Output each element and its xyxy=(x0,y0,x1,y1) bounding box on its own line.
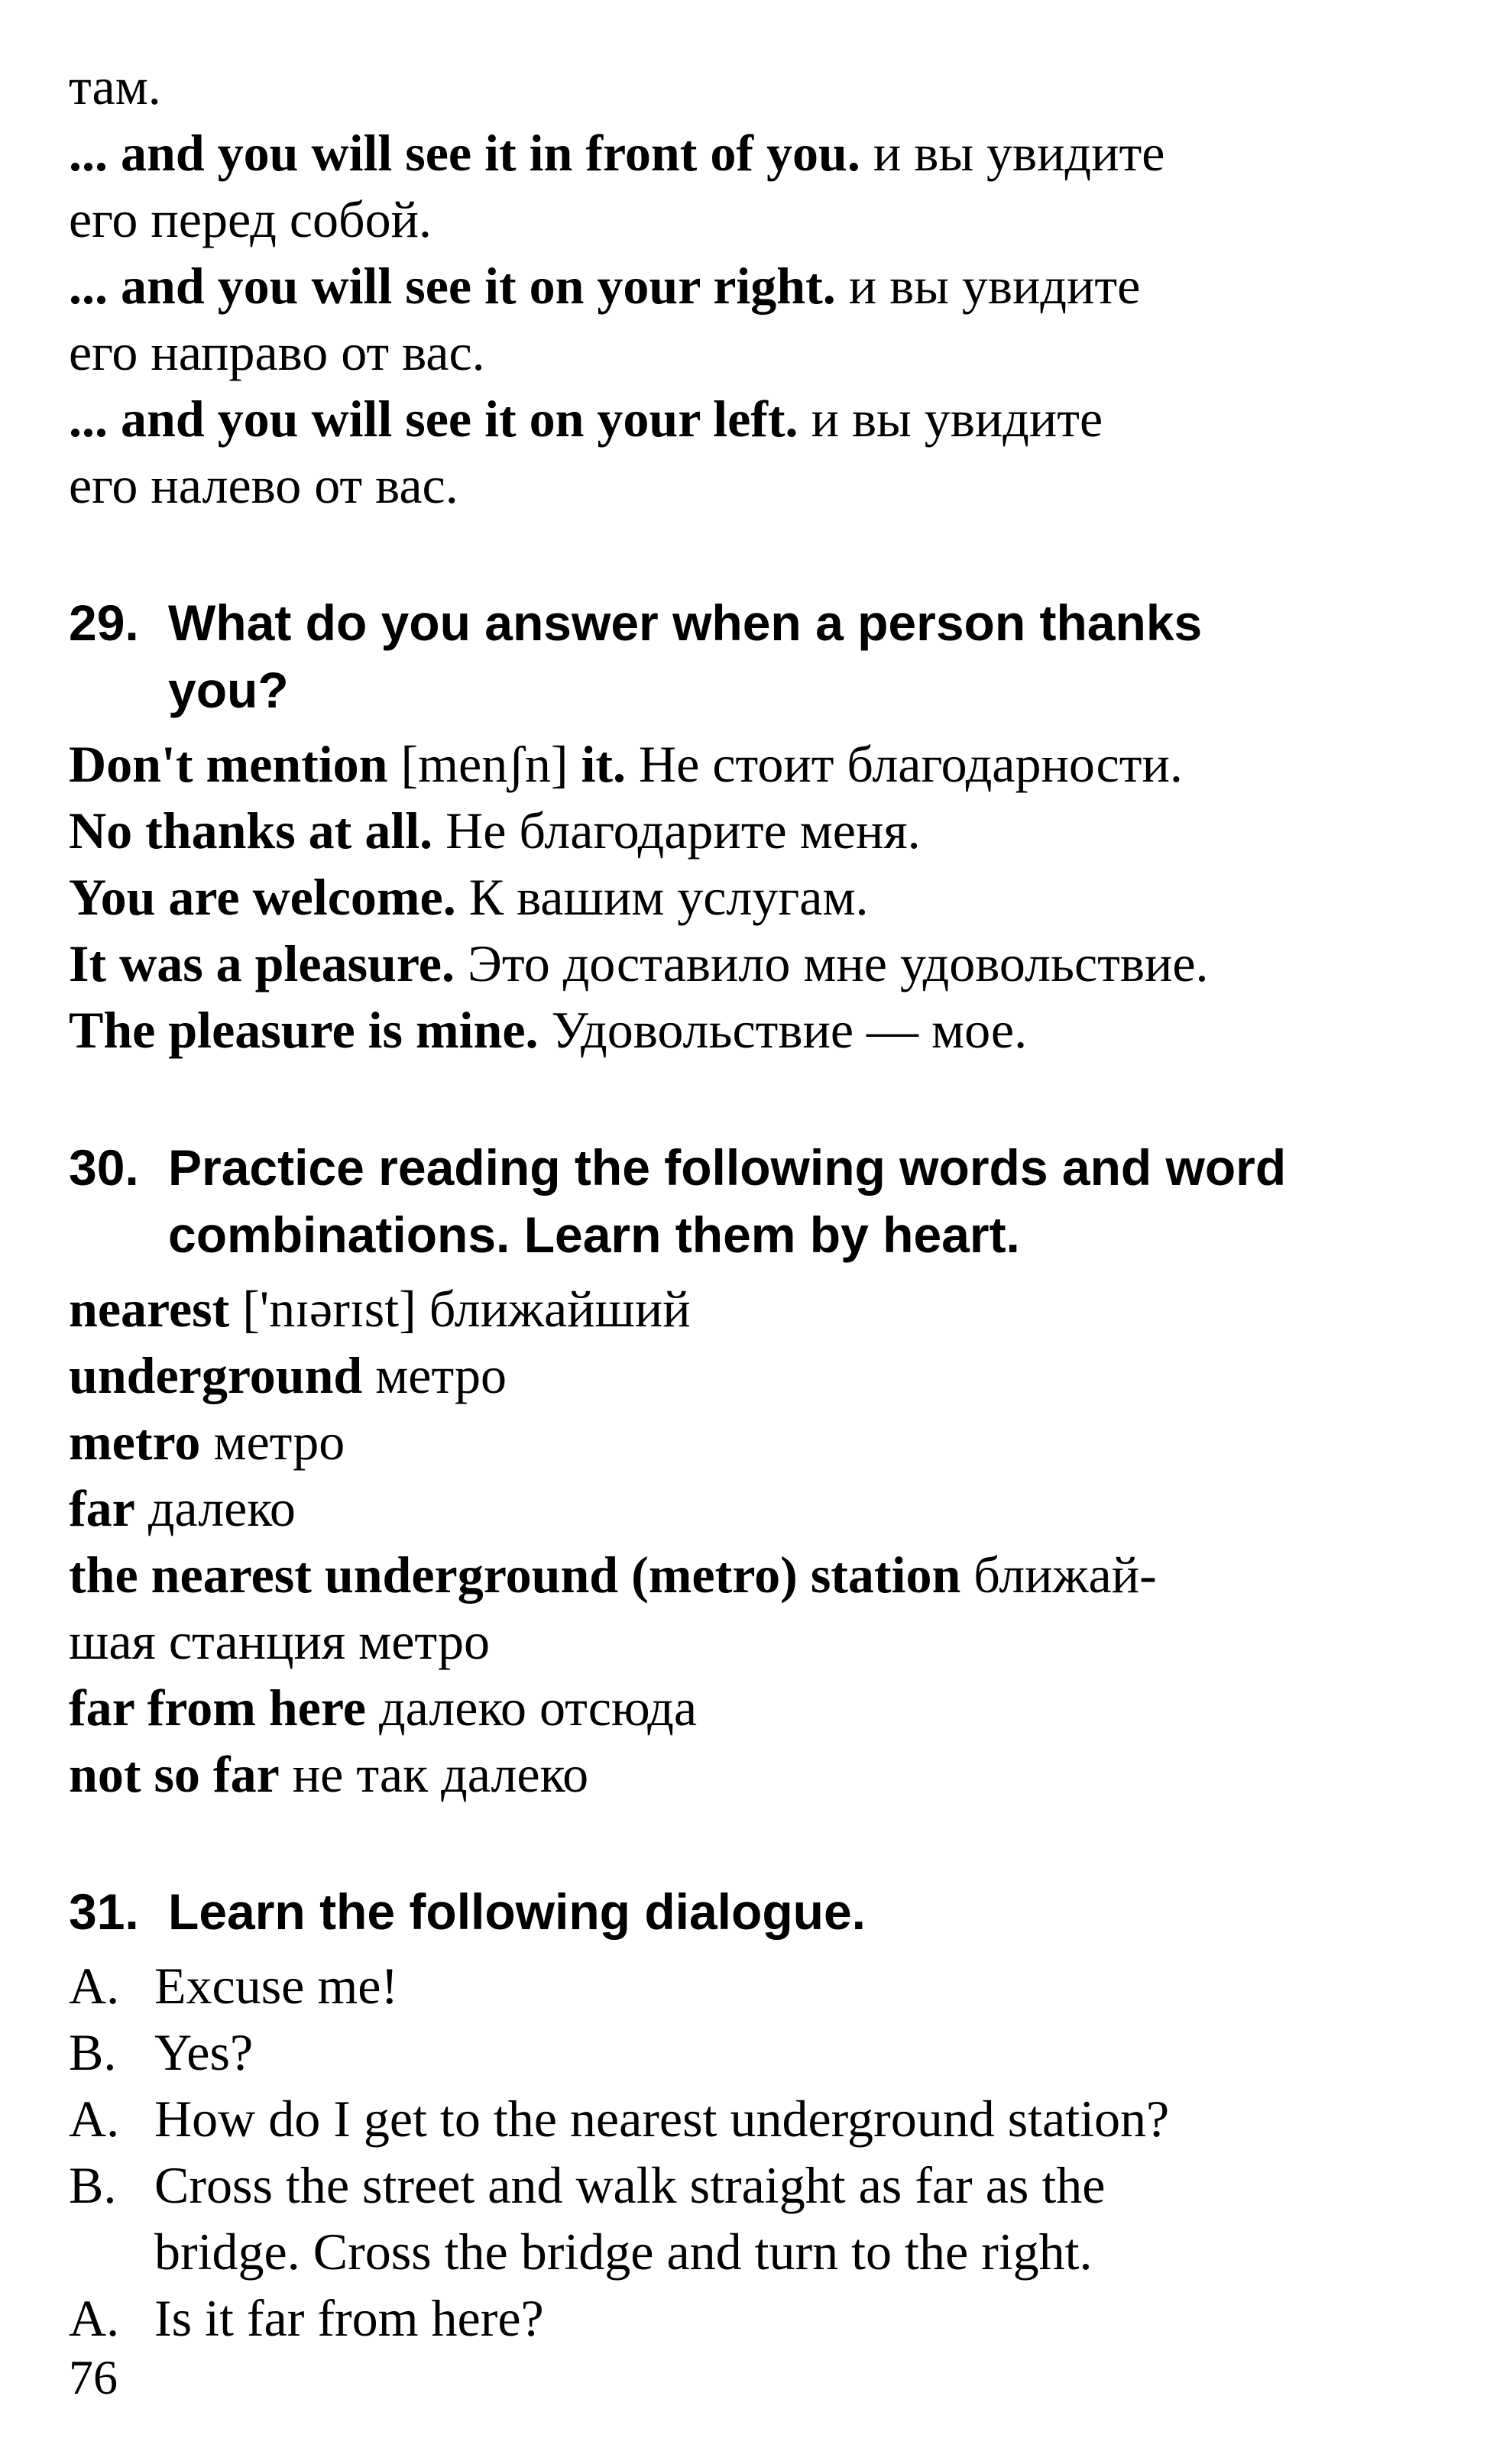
dialogue-line: bridge. Cross the bridge and turn to the right. xyxy=(69,2219,1429,2285)
exercise-heading xyxy=(69,589,1429,724)
vocab-item: far from here далеко отсюда xyxy=(69,1679,698,1737)
vocab-item: underground метро xyxy=(69,1346,507,1404)
speaker: A. xyxy=(69,1957,120,2015)
exercise-title: What do you answer when a person thanks you? xyxy=(168,594,1203,718)
phrase-item: Don't mention [menʃn] it. Не стоит благодарности. xyxy=(69,735,1183,793)
intro-line: ... and you will see it on your right. и вы увидите xyxy=(69,257,1141,315)
exercise-30 xyxy=(69,1134,1429,1808)
vocab-item: metro метро xyxy=(69,1413,345,1471)
intro-line: его направо от вас. xyxy=(69,323,485,381)
vocabulary-list xyxy=(69,1276,1429,1808)
intro-line: его перед собой. xyxy=(69,190,432,248)
phrase-item: The pleasure is mine. Удовольствие — мое. xyxy=(69,1001,1028,1059)
vocab-item: far далеко xyxy=(69,1479,296,1537)
dialogue-line: B. Yes? xyxy=(69,2019,1429,2086)
phrase-list xyxy=(69,731,1429,1064)
phrase-item: No thanks at all. Не благодарите меня. xyxy=(69,801,921,860)
dialogue xyxy=(69,1953,1429,2352)
dialogue-line: A. How do I get to the nearest underground station? xyxy=(69,2086,1429,2152)
speaker: B. xyxy=(69,2023,117,2081)
intro-line: там. xyxy=(69,57,161,115)
vocab-item: шая станция метро xyxy=(69,1612,490,1670)
intro-line: ... and you will see it in front of you. и вы увидите xyxy=(69,124,1165,182)
exercise-heading xyxy=(69,1134,1429,1268)
speaker: A. xyxy=(69,2289,120,2347)
phrase-item: It was a pleasure. Это доставило мне удовольствие. xyxy=(69,934,1209,992)
intro-block xyxy=(69,53,1429,519)
exercise-title: Learn the following dialogue. xyxy=(168,1883,866,1940)
dialogue-line: A. Is it far from here? xyxy=(69,2285,1429,2352)
page-content xyxy=(69,53,1429,2352)
page-number: 76 xyxy=(69,2350,118,2404)
speaker xyxy=(69,2219,154,2285)
intro-line: его налево от вас. xyxy=(69,456,458,514)
dialogue-line: A. Excuse me! xyxy=(69,1953,1429,2019)
dialogue-line: B. Cross the street and walk straight as far as the xyxy=(69,2152,1429,2219)
exercise-number: 29. xyxy=(69,594,139,651)
exercise-number: 31. xyxy=(69,1883,139,1940)
exercise-31 xyxy=(69,1878,1429,2352)
exercise-heading xyxy=(69,1878,1429,1945)
vocab-item: the nearest underground (metro) station ближай- xyxy=(69,1546,1157,1604)
phrase-item: You are welcome. К вашим услугам. xyxy=(69,868,869,926)
vocab-item: nearest ['nɪərɪst] ближайший xyxy=(69,1280,691,1338)
vocab-item: not so far не так далеко xyxy=(69,1745,589,1803)
speaker: A. xyxy=(69,2090,120,2148)
speaker: B. xyxy=(69,2156,117,2214)
intro-line: ... and you will see it on your left. и вы увидите xyxy=(69,390,1103,448)
exercise-29 xyxy=(69,589,1429,1064)
exercise-title: Practice reading the following words and word combinations. Learn them by heart. xyxy=(168,1139,1287,1263)
exercise-number: 30. xyxy=(69,1139,139,1196)
